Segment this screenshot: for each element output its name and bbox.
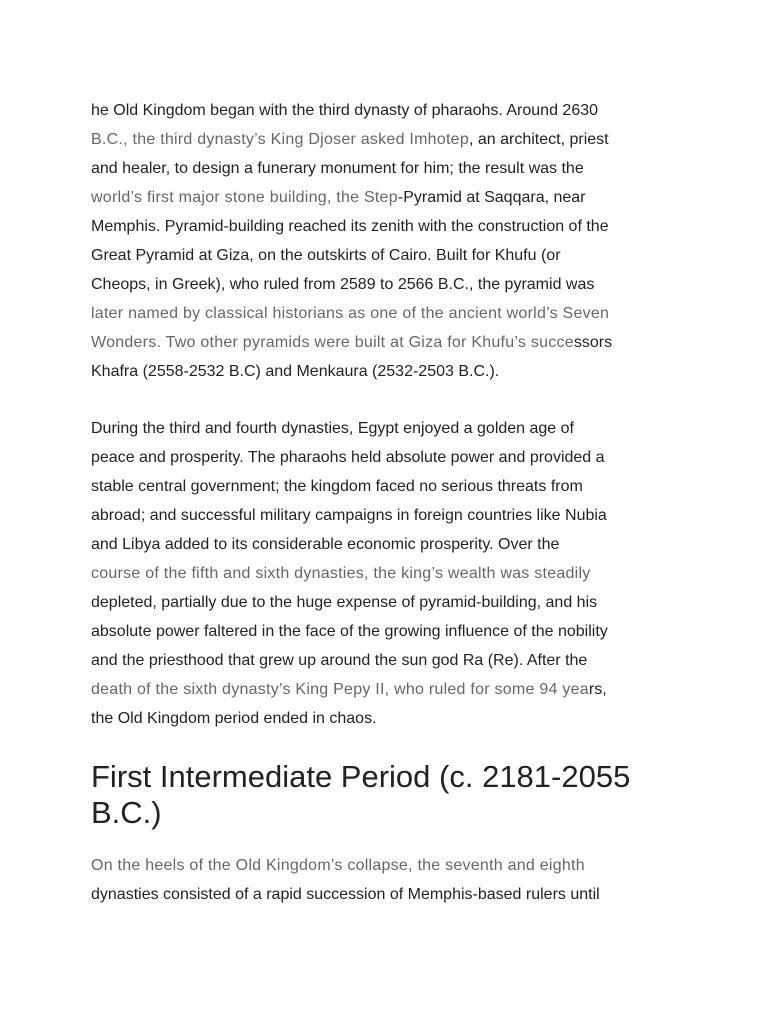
text-line <box>91 880 691 909</box>
text-segment: the Old Kingdom period ended in chaos. <box>91 710 377 727</box>
text-line <box>91 125 691 154</box>
text-line <box>91 501 691 530</box>
text-segment: B.C., the third dynasty’s King Djoser asked Imhotep <box>91 131 469 148</box>
text-segment: course of the fifth and sixth dynasties, the king’s wealth was steadily <box>91 565 591 582</box>
text-segment: death of the sixth dynasty’s King Pepy II, who ruled for some 94 yea <box>91 681 589 698</box>
text-segment: world’s first major stone building, the Step <box>91 189 398 206</box>
text-segment: dynasties consisted of a rapid succession of Memphis-based rulers until <box>91 886 600 903</box>
text-segment: Wonders. Two other pyramids were built at Giza for Khufu’s succe <box>91 334 574 351</box>
text-segment: and Libya added to its considerable economic prosperity. Over the <box>91 536 560 553</box>
text-segment: rs, <box>588 681 607 698</box>
text-segment: ssors <box>573 334 613 351</box>
text-line <box>91 530 691 559</box>
paragraph-golden-age <box>91 414 691 733</box>
text-segment: abroad; and successful military campaigns in foreign countries like Nubia <box>91 507 607 524</box>
text-segment: and healer, to design a funerary monument for him; the result was the <box>91 160 584 177</box>
paragraph-old-kingdom <box>91 96 691 386</box>
text-line <box>91 675 691 704</box>
text-line <box>91 443 691 472</box>
text-line <box>91 414 691 443</box>
text-line <box>91 559 691 588</box>
paragraph-first-intermediate <box>91 851 691 909</box>
text-segment: absolute power faltered in the face of the growing influence of the nobility <box>91 623 608 640</box>
text-segment: On the heels of the Old Kingdom’s collapse, the seventh and eighth <box>91 857 585 874</box>
text-line <box>91 212 691 241</box>
text-segment: , an architect, priest <box>468 131 609 148</box>
text-line <box>91 154 691 183</box>
text-line <box>91 241 691 270</box>
heading-line: B.C.) <box>91 795 162 830</box>
text-segment: -Pyramid at Saqqara, near <box>397 189 586 206</box>
text-line <box>91 183 691 212</box>
text-line <box>91 328 691 357</box>
section-heading-first-intermediate-period <box>91 759 711 831</box>
text-segment: Khafra (2558-2532 B.C) and Menkaura (2532-2503 B.C.). <box>91 363 500 380</box>
text-line <box>91 617 691 646</box>
text-line <box>91 270 691 299</box>
heading-line: First Intermediate Period (c. 2181-2055 <box>91 759 631 794</box>
text-segment: Memphis. Pyramid-building reached its zenith with the construction of the <box>91 218 609 235</box>
text-segment: he Old Kingdom began with the third dynasty of pharaohs. Around 2630 <box>91 102 599 119</box>
text-line <box>91 646 691 675</box>
text-line <box>91 96 691 125</box>
text-segment: stable central government; the kingdom faced no serious threats from <box>91 478 583 495</box>
text-line <box>91 299 691 328</box>
text-segment: depleted, partially due to the huge expense of pyramid-building, and his <box>91 594 598 611</box>
text-segment: and the priesthood that grew up around the sun god Ra (Re). After the <box>91 652 588 669</box>
text-segment: later named by classical historians as one of the ancient world’s Seven <box>91 305 610 322</box>
text-line <box>91 704 691 733</box>
text-line <box>91 357 691 386</box>
text-segment: Great Pyramid at Giza, on the outskirts of Cairo. Built for Khufu (or <box>91 247 561 264</box>
text-line <box>91 588 691 617</box>
text-segment: Cheops, in Greek), who ruled from 2589 to 2566 B.C., the pyramid was <box>91 276 595 293</box>
text-segment: During the third and fourth dynasties, Egypt enjoyed a golden age of <box>91 420 574 437</box>
text-line <box>91 472 691 501</box>
text-segment: peace and prosperity. The pharaohs held absolute power and provided a <box>91 449 605 466</box>
text-line <box>91 851 691 880</box>
